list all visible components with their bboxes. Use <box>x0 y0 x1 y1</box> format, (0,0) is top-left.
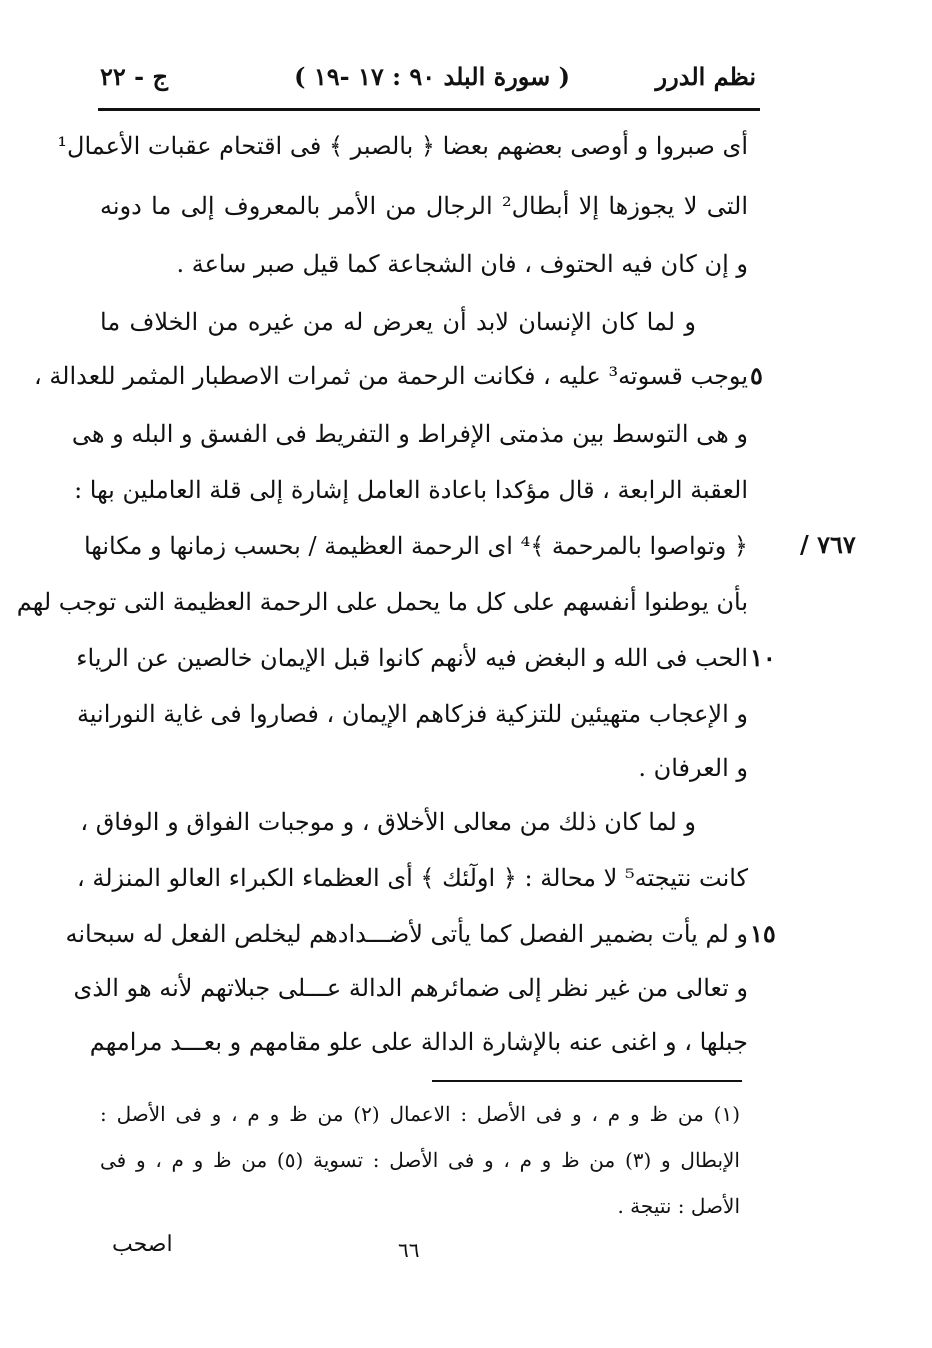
body-line: و العرفان . <box>638 754 748 782</box>
body-line: و لما كان ذلك من معالى الأخلاق ، و موجبات الفواق و الوفاق ، <box>80 808 696 836</box>
body-line: و هى التوسط بين مذمتى الإفراط و التفريط فى الفسق و البله و هى <box>71 420 748 448</box>
line-number-10: ١٠ <box>750 643 776 672</box>
body-line: يوجب قسوته³ عليه ، فكانت الرحمة من ثمرات الاصطبار المثمر للعدالة ، <box>33 362 748 390</box>
body-line: و لما كان الإنسان لابد أن يعرض له من غيره من الخلاف ما <box>100 308 696 336</box>
footnote-rule <box>432 1080 742 1082</box>
page-number: ٦٦ <box>398 1238 420 1262</box>
catchword: اصحب <box>112 1232 173 1257</box>
body-line: و الإعجاب متهيئين للتزكية فزكاهم الإيمان ، فصاروا فى غاية النورانية <box>76 700 748 728</box>
body-line: كانت نتيجته⁵ لا محالة : ﴿ اولٓئك ﴾ أى العظماء الكبراء العالو المنزلة ، <box>76 864 748 892</box>
footnote-line: الأصل : نتيجة . <box>617 1194 740 1218</box>
body-line: و إن كان فيه الحتوف ، فان الشجاعة كما قيل صبر ساعة . <box>176 250 748 278</box>
body-line: الحب فى الله و البغض فيه لأنهم كانوا قبل الإيمان خالصين عن الرياء <box>76 644 748 672</box>
body-line: أى صبروا و أوصى بعضهم بعضا ﴿ بالصبر ﴾ فى اقتحام عقبات الأعمال¹ <box>57 132 748 160</box>
body-line: و لم يأت بضمير الفصل كما يأتى لأضـــدادهم ليخلص الفعل له سبحانه <box>65 920 748 948</box>
body-line: جبلها ، و اغنى عنه بالإشارة الدالة على علو مقامهم و بعـــد مرامهم <box>89 1028 748 1056</box>
running-header-volume: ج - ٢٢ <box>100 62 168 91</box>
body-line: و تعالى من غير نظر إلى ضمائرهم الدالة عـــلى جبلاتهم لأنه هو الذى <box>73 974 748 1002</box>
body-line: العقبة الرابعة ، قال مؤكدا باعادة العامل إشارة إلى قلة العاملين بها : <box>74 476 748 504</box>
running-header-surah-reference: ( سورة البلد ٩٠ : ١٧ -١٩ ) <box>294 62 570 91</box>
line-number-5: ٥ <box>750 361 763 390</box>
running-header-book-title: نظم الدرر <box>655 62 756 91</box>
body-line: ﴿ وتواصوا بالمرحمة ﴾⁴ اى الرحمة العظيمة / بحسب زمانها و مكانها <box>83 532 748 560</box>
header-rule <box>98 108 760 111</box>
footnote-line: (١) من ظ و م ، و فى الأصل : الاعمال (٢) من ظ و م ، و فى الأصل : <box>100 1102 740 1126</box>
line-number-15: ١٥ <box>750 919 776 948</box>
footnote-line: الإبطال و (٣) من ظ و م ، و فى الأصل : تسوية (٥) من ظ و م ، و فى <box>100 1148 740 1172</box>
body-line: بأن يوطنوا أنفسهم على كل ما يحمل على الرحمة العظيمة التى توجب لهم <box>16 588 748 616</box>
margin-page-reference: ٧٦٧ / <box>800 530 856 559</box>
body-line: التى لا يجوزها إلا أبطال² الرجال من الأمر بالمعروف إلى ما دونه <box>100 192 748 220</box>
